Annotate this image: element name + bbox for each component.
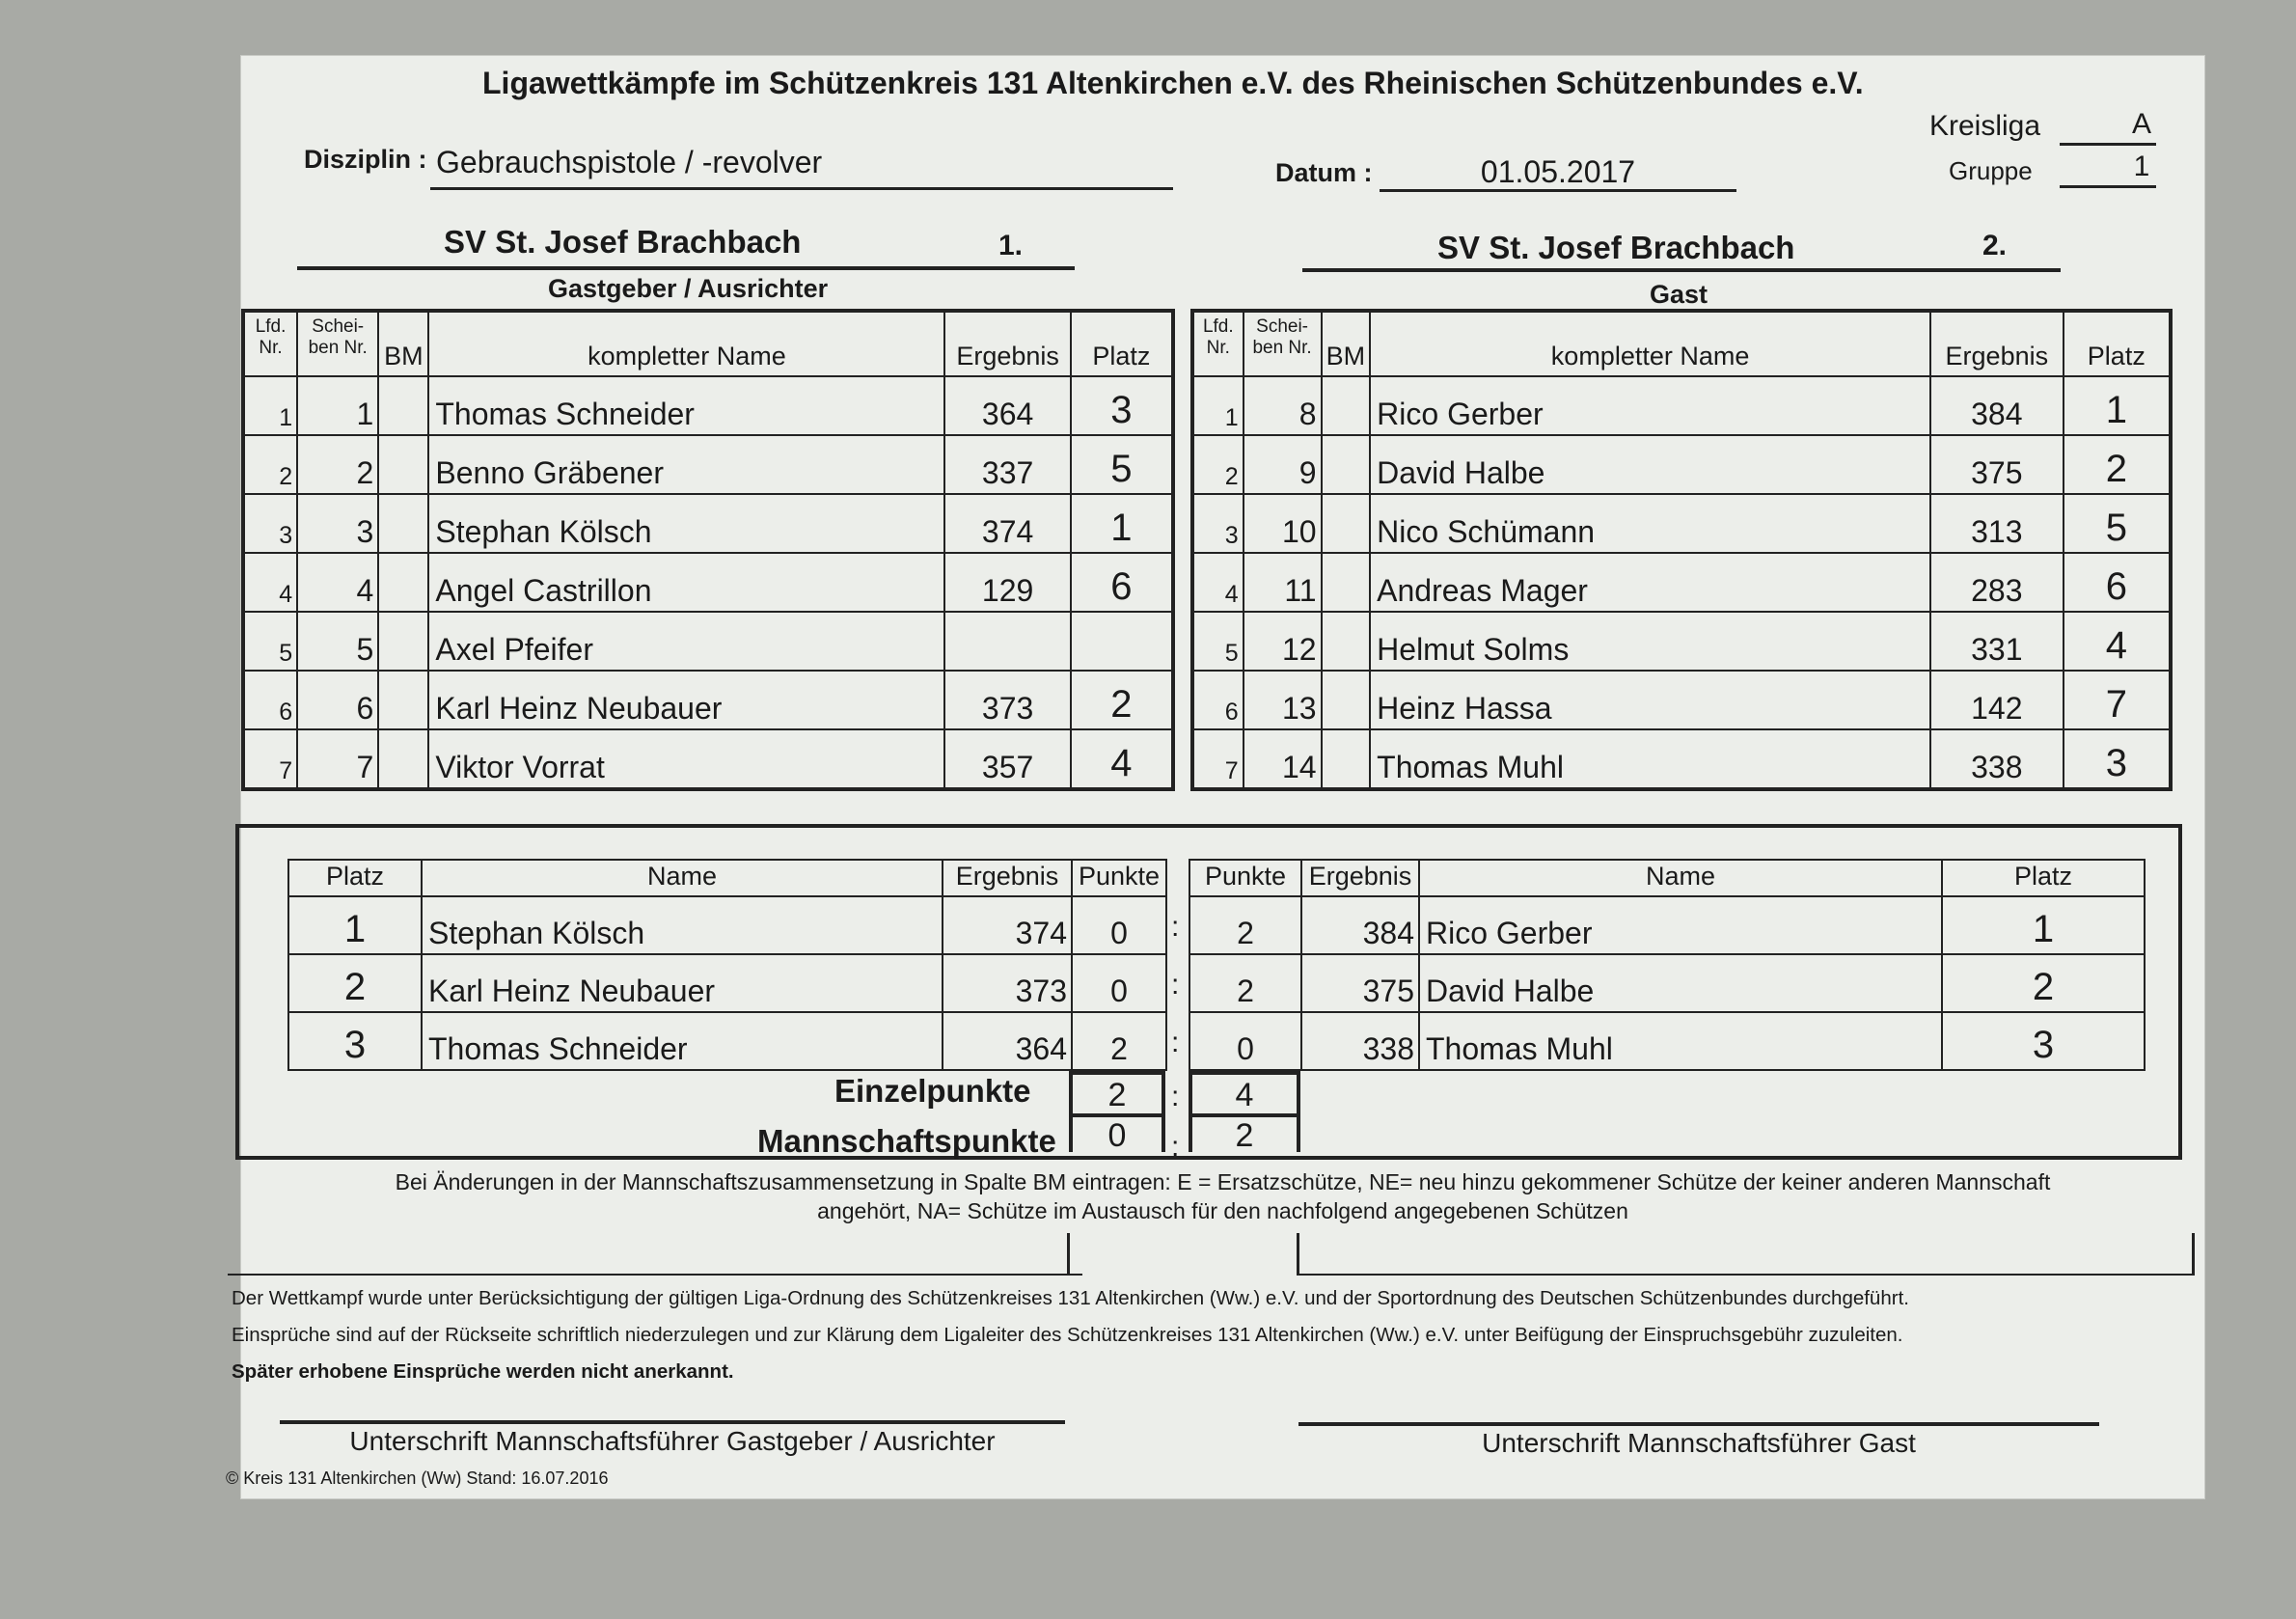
legal-line1: Der Wettkampf wurde unter Berücksichtigung der gültigen Liga-Ordnung des Schützenkreises 131 Altenkirchen (Ww.) e.V. und der Sportordnung des Deutschen Schützenbundes durchgeführt. — [232, 1287, 1909, 1309]
guest-role-label: Gast — [1650, 280, 1708, 309]
cell-host_name: Karl Heinz Neubauer — [422, 954, 943, 1012]
cell-name: Nico Schümann — [1370, 494, 1930, 553]
legal-line3: Später erhobene Einsprüche werden nicht anerkannt. — [232, 1360, 734, 1383]
mannschaftspunkte-guest: 2 — [1189, 1117, 1300, 1152]
host-shooter-table — [241, 309, 1175, 791]
cell-lfd: 2 — [1192, 435, 1244, 494]
cell-name: Karl Heinz Neubauer — [428, 671, 944, 729]
summary-row — [1189, 896, 2145, 954]
cell-host_ergebnis: 364 — [943, 1012, 1072, 1070]
cell-guest_name: Rico Gerber — [1419, 896, 1942, 954]
cell-scheibe: 13 — [1244, 671, 1322, 729]
cell-bm — [378, 494, 428, 553]
cell-ergebnis: 384 — [1930, 376, 2064, 435]
guest-signature-label: Unterschrift Mannschaftsführer Gast — [1482, 1428, 1916, 1458]
cell-name: Andreas Mager — [1370, 553, 1930, 612]
cell-guest_punkte: 2 — [1189, 954, 1301, 1012]
cell-lfd: 4 — [1192, 553, 1244, 612]
cell-lfd: 1 — [243, 376, 297, 435]
cell-name: Stephan Kölsch — [428, 494, 944, 553]
cell-scheibe: 1 — [297, 376, 378, 435]
colon: : — [1171, 911, 1180, 943]
cell-ergebnis: 129 — [944, 553, 1070, 612]
cell-guest_ergebnis: 384 — [1301, 896, 1419, 954]
cell-lfd: 5 — [243, 612, 297, 671]
legal-line2: Einsprüche sind auf der Rückseite schriftlich niederzulegen und zur Klärung dem Ligaleiter des Schützenkreises 131 Altenkirchen (Ww.) e.V. unter Beifügung der Einspruchsgebühr zuzuleiten. — [232, 1324, 1903, 1346]
table-row — [243, 494, 1173, 553]
cell-ergebnis: 374 — [944, 494, 1070, 553]
cell-ergebnis: 338 — [1930, 729, 2064, 789]
cell-name: Axel Pfeifer — [428, 612, 944, 671]
col-name: kompletter Name — [428, 311, 944, 376]
colon: : — [1171, 1081, 1180, 1112]
cell-name: Angel Castrillon — [428, 553, 944, 612]
table-row — [243, 553, 1173, 612]
copyright: © Kreis 131 Altenkirchen (Ww) Stand: 16.07.2016 — [226, 1468, 609, 1488]
cell-bm — [1322, 435, 1371, 494]
guest-team-name: SV St. Josef Brachbach — [1437, 230, 1795, 265]
cell-scheibe: 6 — [297, 671, 378, 729]
table-row — [243, 435, 1173, 494]
col-scheibe: Schei- ben Nr. — [1244, 311, 1322, 376]
gruppe-value: 1 — [2133, 151, 2150, 182]
cell-platz: 1 — [2064, 376, 2171, 435]
cell-ergebnis: 373 — [944, 671, 1070, 729]
table-row — [243, 729, 1173, 789]
sum-col-ergebnis: Ergebnis — [943, 860, 1072, 896]
cell-lfd: 3 — [1192, 494, 1244, 553]
host-team-number: 1. — [998, 230, 1024, 261]
gruppe-label: Gruppe — [1949, 156, 2033, 185]
cell-bm — [1322, 494, 1371, 553]
col-bm: BM — [378, 311, 428, 376]
summary-row — [1189, 1012, 2145, 1070]
disziplin-value: Gebrauchspistole / -revolver — [436, 145, 823, 179]
cell-name: David Halbe — [1370, 435, 1930, 494]
guest-team-number: 2. — [1982, 230, 2008, 261]
cell-scheibe: 4 — [297, 553, 378, 612]
bm-note-line1: Bei Änderungen in der Mannschaftszusammensetzung in Spalte BM eintragen: E = Ersatzschütze, NE= neu hinzu gekommener Schütze der keiner anderen Mannschaft — [395, 1169, 2051, 1194]
cell-ergebnis: 357 — [944, 729, 1070, 789]
cell-scheibe: 3 — [297, 494, 378, 553]
cell-guest_punkte: 0 — [1189, 1012, 1301, 1070]
cell-scheibe: 9 — [1244, 435, 1322, 494]
cell-scheibe: 14 — [1244, 729, 1322, 789]
cell-platz: 1 — [288, 896, 422, 954]
einzelpunkte-guest: 4 — [1189, 1071, 1300, 1117]
cell-host_punkte: 0 — [1072, 954, 1166, 1012]
einzelpunkte-label: Einzelpunkte — [834, 1073, 1031, 1109]
cell-guest_punkte: 2 — [1189, 896, 1301, 954]
summary-row — [288, 1012, 1166, 1070]
cell-scheibe: 2 — [297, 435, 378, 494]
cell-bm — [378, 435, 428, 494]
host-role-label: Gastgeber / Ausrichter — [548, 274, 829, 303]
cell-platz: 3 — [288, 1012, 422, 1070]
cell-name: Benno Gräbener — [428, 435, 944, 494]
cell-host_punkte: 0 — [1072, 896, 1166, 954]
cell-bm — [1322, 553, 1371, 612]
table-row — [243, 612, 1173, 671]
cell-ergebnis: 375 — [1930, 435, 2064, 494]
cell-lfd: 2 — [243, 435, 297, 494]
col-platz: Platz — [2064, 311, 2171, 376]
cell-platz: 2 — [1071, 671, 1173, 729]
cell-name: Viktor Vorrat — [428, 729, 944, 789]
cell-platz: 4 — [1071, 729, 1173, 789]
cell-guest_platz: 3 — [1942, 1012, 2145, 1070]
cell-platz: 2 — [288, 954, 422, 1012]
cell-scheibe: 10 — [1244, 494, 1322, 553]
col-scheibe: Schei- ben Nr. — [297, 311, 378, 376]
cell-ergebnis: 313 — [1930, 494, 2064, 553]
table-row — [1192, 435, 2171, 494]
cell-bm — [378, 553, 428, 612]
cell-platz: 5 — [1071, 435, 1173, 494]
disziplin-label: Disziplin : — [304, 145, 427, 174]
cell-lfd: 7 — [243, 729, 297, 789]
cell-platz: 3 — [2064, 729, 2171, 789]
cell-ergebnis: 283 — [1930, 553, 2064, 612]
cell-ergebnis: 331 — [1930, 612, 2064, 671]
mannschaftspunkte-label: Mannschaftspunkte — [757, 1123, 1056, 1159]
cell-bm — [378, 376, 428, 435]
table-row — [1192, 376, 2171, 435]
cell-lfd: 7 — [1192, 729, 1244, 789]
cell-platz: 7 — [2064, 671, 2171, 729]
col-ergebnis: Ergebnis — [944, 311, 1070, 376]
cell-guest_ergebnis: 338 — [1301, 1012, 1419, 1070]
sum-col-ergebnis: Ergebnis — [1301, 860, 1419, 896]
cell-guest_platz: 2 — [1942, 954, 2145, 1012]
kreisliga-value: A — [2131, 108, 2151, 140]
sum-col-punkte: Punkte — [1072, 860, 1166, 896]
colon: : — [1171, 969, 1180, 1001]
cell-platz: 6 — [2064, 553, 2171, 612]
bm-note-line2: angehört, NA= Schütze im Austausch für den nachfolgend angegebenen Schützen — [817, 1198, 1628, 1223]
cell-bm — [378, 612, 428, 671]
summary-row — [288, 896, 1166, 954]
cell-bm — [378, 729, 428, 789]
table-row — [1192, 671, 2171, 729]
table-row — [243, 376, 1173, 435]
sheet-title: Ligawettkämpfe im Schützenkreis 131 Altenkirchen e.V. des Rheinischen Schützenbundes e.V. — [482, 66, 1864, 100]
mannschaftspunkte-host: 0 — [1069, 1117, 1165, 1152]
cell-bm — [1322, 729, 1371, 789]
summary-row — [288, 954, 1166, 1012]
guest-summary-table — [1189, 859, 2146, 1071]
col-ergebnis: Ergebnis — [1930, 311, 2064, 376]
col-lfd: Lfd. Nr. — [1192, 311, 1244, 376]
cell-scheibe: 11 — [1244, 553, 1322, 612]
cell-lfd: 3 — [243, 494, 297, 553]
cell-platz — [1071, 612, 1173, 671]
cell-lfd: 6 — [1192, 671, 1244, 729]
colon: : — [1171, 1131, 1180, 1163]
kreisliga-label: Kreisliga — [1929, 110, 2041, 142]
table-row — [1192, 612, 2171, 671]
cell-lfd: 6 — [243, 671, 297, 729]
cell-lfd: 5 — [1192, 612, 1244, 671]
cell-name: Helmut Solms — [1370, 612, 1930, 671]
cell-ergebnis: 142 — [1930, 671, 2064, 729]
cell-platz: 5 — [2064, 494, 2171, 553]
cell-host_name: Stephan Kölsch — [422, 896, 943, 954]
summary-row — [1189, 954, 2145, 1012]
host-summary-table — [287, 859, 1167, 1071]
cell-bm — [1322, 612, 1371, 671]
cell-host_name: Thomas Schneider — [422, 1012, 943, 1070]
col-bm: BM — [1322, 311, 1371, 376]
sum-col-punkte: Punkte — [1189, 860, 1301, 896]
cell-scheibe: 5 — [297, 612, 378, 671]
host-signature-label: Unterschrift Mannschaftsführer Gastgeber / Ausrichter — [349, 1426, 996, 1456]
cell-guest_platz: 1 — [1942, 896, 2145, 954]
cell-lfd: 4 — [243, 553, 297, 612]
cell-host_punkte: 2 — [1072, 1012, 1166, 1070]
col-platz: Platz — [1071, 311, 1173, 376]
cell-guest_name: Thomas Muhl — [1419, 1012, 1942, 1070]
cell-bm — [1322, 671, 1371, 729]
host-team-name: SV St. Josef Brachbach — [444, 224, 802, 260]
cell-platz: 2 — [2064, 435, 2171, 494]
cell-lfd: 1 — [1192, 376, 1244, 435]
cell-host_ergebnis: 373 — [943, 954, 1072, 1012]
cell-bm — [1322, 376, 1371, 435]
table-row — [1192, 729, 2171, 789]
sum-col-platz: Platz — [288, 860, 422, 896]
sum-col-name: Name — [422, 860, 943, 896]
guest-shooter-table — [1190, 309, 2173, 791]
cell-name: Rico Gerber — [1370, 376, 1930, 435]
cell-name: Heinz Hassa — [1370, 671, 1930, 729]
datum-label: Datum : — [1275, 158, 1373, 187]
table-row — [243, 671, 1173, 729]
cell-ergebnis — [944, 612, 1070, 671]
cell-platz: 3 — [1071, 376, 1173, 435]
sum-col-name: Name — [1419, 860, 1942, 896]
datum-value: 01.05.2017 — [1480, 154, 1636, 189]
table-row — [1192, 553, 2171, 612]
cell-name: Thomas Schneider — [428, 376, 944, 435]
cell-name: Thomas Muhl — [1370, 729, 1930, 789]
score-sheet — [226, 56, 2204, 1498]
colon: : — [1171, 1027, 1180, 1058]
cell-platz: 1 — [1071, 494, 1173, 553]
cell-scheibe: 7 — [297, 729, 378, 789]
cell-host_ergebnis: 374 — [943, 896, 1072, 954]
cell-guest_name: David Halbe — [1419, 954, 1942, 1012]
cell-scheibe: 8 — [1244, 376, 1322, 435]
cell-guest_ergebnis: 375 — [1301, 954, 1419, 1012]
table-row — [1192, 494, 2171, 553]
cell-platz: 6 — [1071, 553, 1173, 612]
einzelpunkte-host: 2 — [1069, 1071, 1165, 1117]
cell-ergebnis: 364 — [944, 376, 1070, 435]
cell-ergebnis: 337 — [944, 435, 1070, 494]
sum-col-platz: Platz — [1942, 860, 2145, 896]
cell-bm — [378, 671, 428, 729]
col-lfd: Lfd. Nr. — [243, 311, 297, 376]
cell-scheibe: 12 — [1244, 612, 1322, 671]
col-name: kompletter Name — [1370, 311, 1930, 376]
cell-platz: 4 — [2064, 612, 2171, 671]
